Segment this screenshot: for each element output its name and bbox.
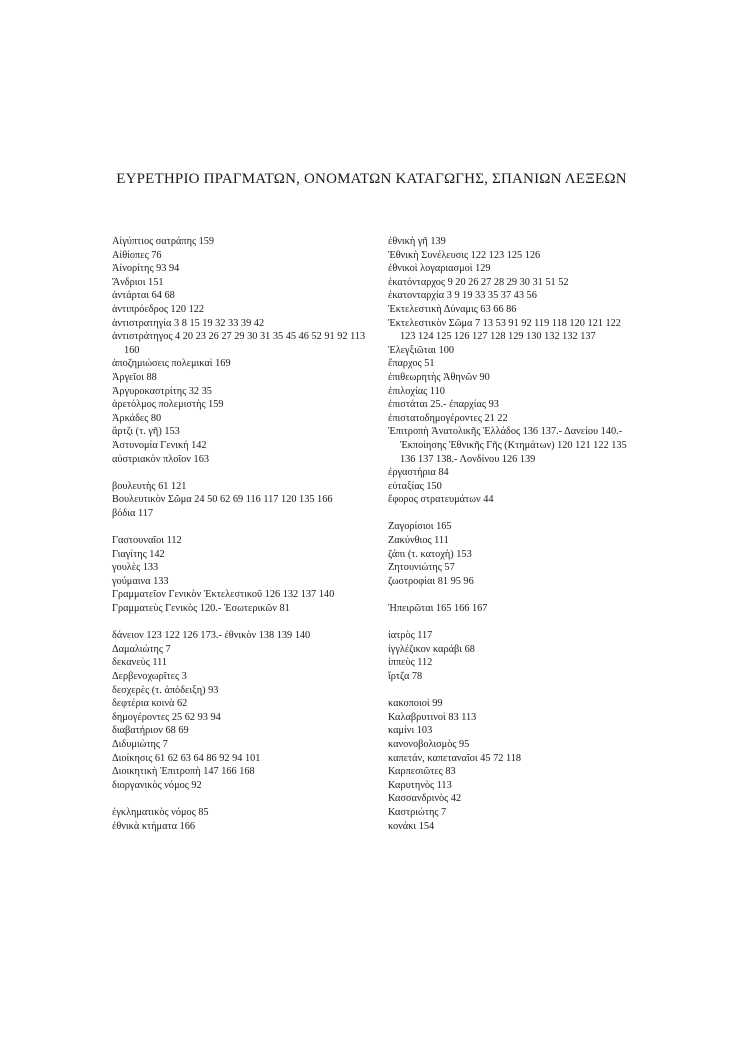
index-entry: Ζαγορίσιοι 165 xyxy=(388,521,452,533)
index-entry: Γραμματεὺς Γενικὸς 120.- Ἐσωτερικῶν 81 xyxy=(112,603,290,615)
index-entry: Βουλευτικὸν Σῶμα 24 50 62 69 116 117 120 135 166 xyxy=(112,494,333,506)
group-separator xyxy=(112,616,374,630)
index-entry: Αἰγύπτιος σατράπης 159 xyxy=(112,236,215,247)
group-separator xyxy=(388,684,638,698)
index-entry: Ἀργυροκαστρίτης 32 35 xyxy=(112,385,212,397)
index-entry: καπετάν, καπεταναῖοι 45 72 118 xyxy=(388,752,522,764)
index-entry: ἐθνικὴ γῆ 139 xyxy=(388,236,446,247)
index-entry: ἐθνικοὶ λογαριασμοὶ 129 xyxy=(388,263,491,275)
index-entry: Ἐκτελεστικὸν Σῶμα 7 13 53 91 92 119 118 120 121 122 123 124 125 126 127 128 129 130 132 132 137 xyxy=(388,317,621,343)
index-entry: κακοποιοὶ 99 xyxy=(388,698,443,710)
index-entry: βουλευτὴς 61 121 xyxy=(112,480,187,492)
index-entry: ἀρετόλμος πολεμιστὴς 159 xyxy=(112,399,224,411)
index-entry: ἐπιθεωρητὴς Ἀθηνῶν 90 xyxy=(388,371,490,383)
index-entry: ἑκατόνταρχος 9 20 26 27 28 29 30 31 51 52 xyxy=(388,276,569,288)
index-entry: διοργανικὸς νόμος 92 xyxy=(112,779,202,791)
index-entry: ἑκατονταρχία 3 9 19 33 35 37 43 56 xyxy=(388,290,537,302)
index-entry: βόδια 117 xyxy=(112,507,154,519)
group-separator xyxy=(388,616,638,630)
index-entry: Διδυμιώτης 7 xyxy=(112,738,168,750)
index-entry: Καρπεσιῶτες 83 xyxy=(388,766,456,778)
index-entry: Δερβενοχωρῖτες 3 xyxy=(112,671,187,682)
group-separator xyxy=(388,588,638,602)
index-right-column xyxy=(388,235,638,833)
index-entry: ἐπιστατοδημογέροντες 21 22 xyxy=(388,412,508,424)
index-entry: Γαστουναῖοι 112 xyxy=(112,535,182,547)
index-entry: ἀντιστράτηγος 4 20 23 26 27 29 30 31 35 45 46 52 91 92 113 160 xyxy=(112,331,366,356)
page-title: ΕΥΡΕΤΗΡΙΟ ΠΡΑΓΜΑΤΩΝ, ΟΝΟΜΑΤΩΝ ΚΑΤΑΓΩΓΗΣ, ΣΠΑΝΙΩΝ ΛΕΞΕΩΝ xyxy=(116,171,627,187)
index-entry: ἐπιλοχίας 110 xyxy=(388,385,445,397)
index-entry: ἴρτζα 78 xyxy=(388,671,423,682)
index-entry: ἀντιστρατηγία 3 8 15 19 32 33 39 42 xyxy=(112,317,265,329)
index-entry: Ἐθνικὴ Συνέλευσις 122 123 125 126 xyxy=(388,249,541,261)
index-entry: δημογέροντες 25 62 93 94 xyxy=(112,711,221,723)
index-entry: ἐργαστήρια 84 xyxy=(388,467,449,479)
index-entry: Αἰθίοπες 76 xyxy=(112,249,162,261)
index-entry: ἐγκληματικὸς νόμος 85 xyxy=(112,806,209,818)
index-entry: αὐστριακὸν πλοῖον 163 xyxy=(112,453,209,465)
index-entry: ἔπαρχος 51 xyxy=(388,358,435,370)
index-entry: ἄρτζι (τ. γῆ) 153 xyxy=(112,426,180,438)
index-entry: ἐπιστάται 25.- ἐπαρχίας 93 xyxy=(388,399,499,411)
index-entry: γουλὲς 133 xyxy=(112,562,159,574)
index-entry: Κασσανδρινὸς 42 xyxy=(388,793,462,805)
index-entry: ζωοτροφίαι 81 95 96 xyxy=(388,575,474,587)
index-entry: Δαμαλιώτης 7 xyxy=(112,643,171,655)
index-entry: Ἀρκάδες 80 xyxy=(112,412,162,424)
index-entry: ἔφορος στρατευμάτων 44 xyxy=(388,494,494,506)
index-entry: Ἀργεῖοι 88 xyxy=(112,371,157,383)
index-entry: δεφτέρια κοινὰ 62 xyxy=(112,698,188,710)
index-entry: Ἁίνορίτης 93 94 xyxy=(112,263,180,275)
index-entry: Ἐπιτροπὴ Ἀνατολικῆς Ἑλλάδος 136 137.- Δανείου 140.- Ἐκποίησης Ἐθνικῆς Γῆς (Κτημάτων) 120 121 122 135 136 137 138.- Λονδίνου 126 139 xyxy=(388,426,627,465)
index-entry: Γιαγίτης 142 xyxy=(112,548,165,560)
index-entry: Γραμματεῖον Γενικὸν Ἐκτελεστικοῦ 126 132 137 140 xyxy=(112,589,335,601)
index-entry: ἀντάρται 64 68 xyxy=(112,290,175,302)
index-entry: δεσχερὲς (τ. ἀπόδειξη) 93 xyxy=(112,684,219,696)
index-entry: ἰγγλέζικον καράβι 68 xyxy=(388,643,475,655)
index-entry: Ἠπειρῶται 165 166 167 xyxy=(388,603,488,615)
index-entry: Ζακύνθιος 111 xyxy=(388,535,449,547)
index-entry: καμίνι 103 xyxy=(388,725,433,737)
index-left-column xyxy=(112,235,374,833)
index-entry: κονάκι 154 xyxy=(388,820,435,832)
index-entry: διαβατήριον 68 69 xyxy=(112,725,189,737)
index-entry: κανονοβολισμὸς 95 xyxy=(388,738,470,750)
index-entry: ἀποζημιώσεις πολεμικαὶ 169 xyxy=(112,358,231,370)
group-separator xyxy=(388,507,638,521)
index-entry: γούμαινα 133 xyxy=(112,575,169,587)
index-entry: Καλαβρυτινοὶ 83 113 xyxy=(388,711,477,723)
group-separator xyxy=(112,466,374,480)
group-separator xyxy=(112,520,374,534)
index-entry: Ἄνδριοι 151 xyxy=(112,276,164,288)
index-entry: Ζητουνιώτης 57 xyxy=(388,562,455,574)
index-entry: ἰατρὸς 117 xyxy=(388,630,433,642)
index-entry: δάνειον 123 122 126 173.- ἐθνικὸν 138 139 140 xyxy=(112,630,311,642)
index-entry: Ἀστυνομία Γενική 142 xyxy=(112,439,207,451)
index-entry: Καρυτηνὸς 113 xyxy=(388,779,452,791)
index-entry: Διοίκησις 61 62 63 64 86 92 94 101 xyxy=(112,752,261,764)
index-entry: δεκανεὺς 111 xyxy=(112,657,168,669)
index-entry: ἀντιπρόεδρος 120 122 xyxy=(112,303,205,315)
index-entry: Ἐλεγξιῶται 100 xyxy=(388,344,455,356)
index-entry: Διοικητικὴ Ἐπιτροπὴ 147 166 168 xyxy=(112,766,255,778)
index-entry: Ἐκτελεστικὴ Δύναμις 63 66 86 xyxy=(388,303,517,315)
index-entry: ἱππεὺς 112 xyxy=(388,657,433,669)
index-entry: Καστριώτης 7 xyxy=(388,806,447,818)
index-entry: ζάπι (τ. κατοχὴ) 153 xyxy=(388,548,472,560)
index-entry: εὐταξίας 150 xyxy=(388,480,442,492)
index-entry: ἐθνικὰ κτήματα 166 xyxy=(112,820,196,832)
group-separator xyxy=(112,792,374,806)
